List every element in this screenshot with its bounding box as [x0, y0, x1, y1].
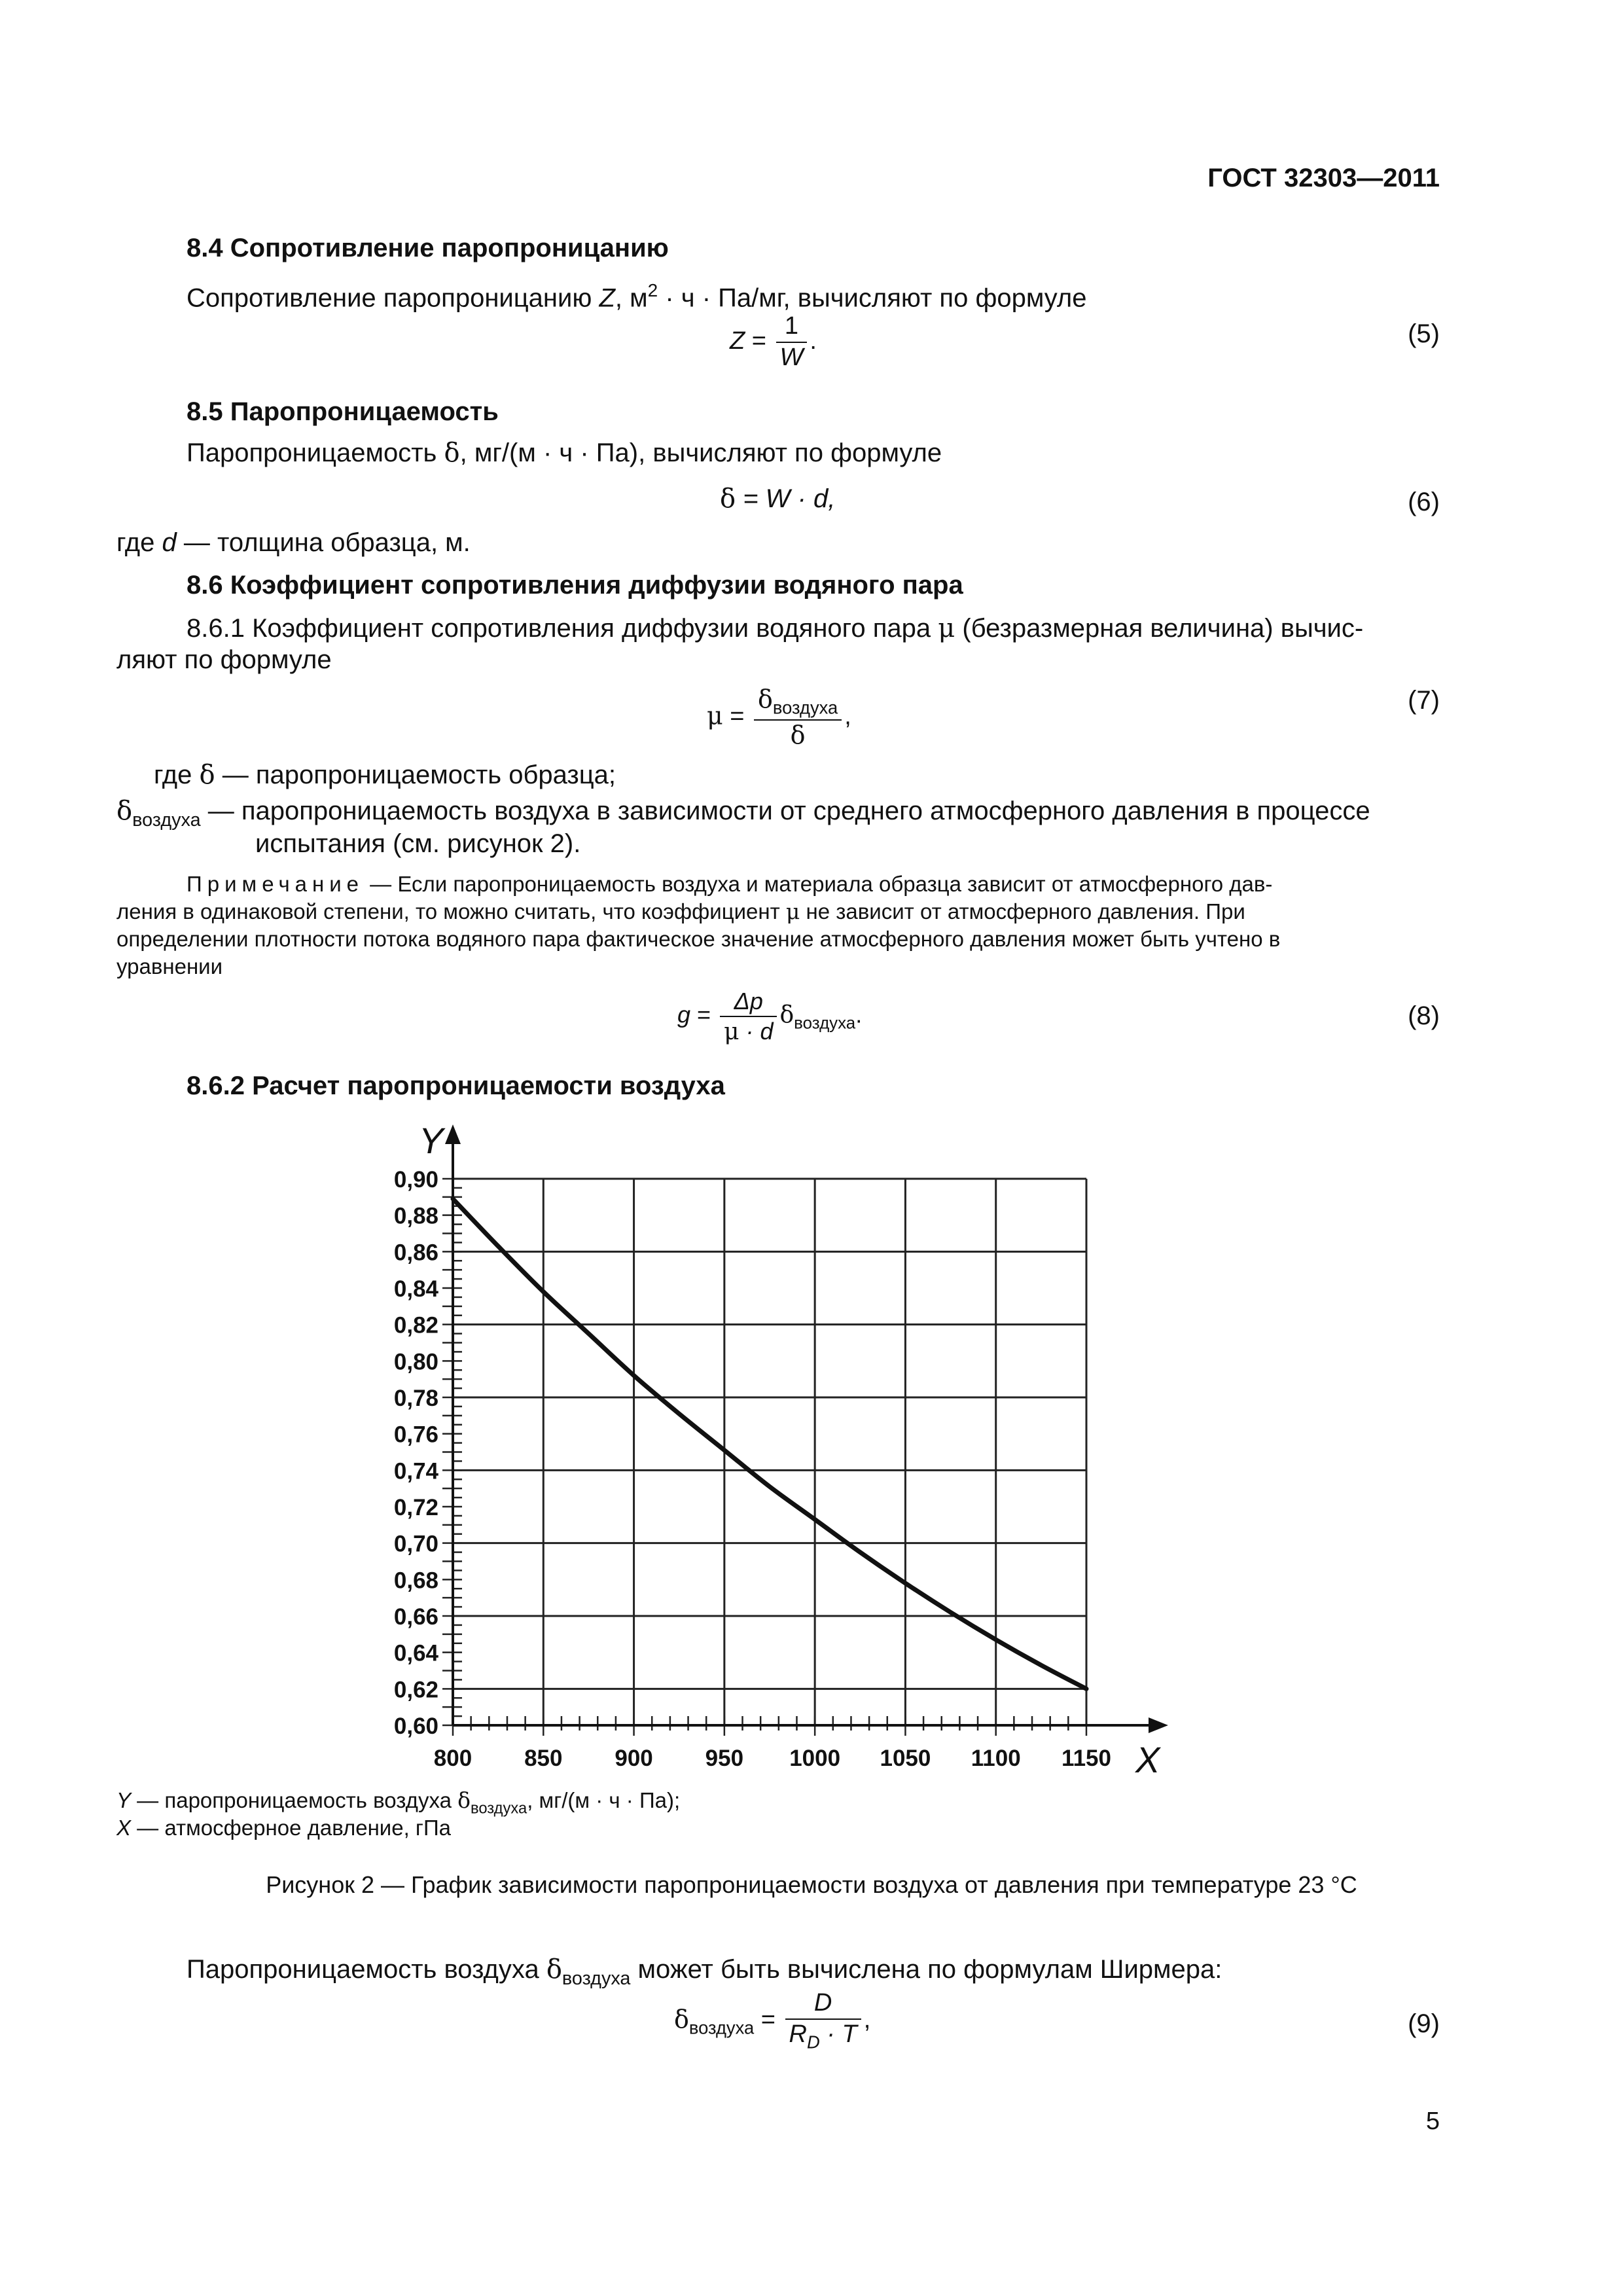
chart-labels: [394, 1120, 1162, 1780]
delta-symbol: δ: [674, 2004, 689, 2034]
text-fragment: · ч · Па/мг, вычисляют по формуле: [658, 283, 1087, 313]
legend-x: [116, 1814, 451, 1841]
fraction-numerator: Δp: [720, 988, 777, 1017]
y-axis-arrow: [445, 1124, 461, 1144]
formula-8: [677, 988, 862, 1045]
delta-symbol: δ: [457, 1787, 471, 1813]
text-fragment: — паропроницаемость воздуха в зависимости от среднего атмосферного давления в процессе: [200, 797, 1370, 825]
text-fragment: ления в одинаковой степени, то можно считать, что коэффициент: [116, 899, 786, 924]
fraction-denominator: [720, 1017, 777, 1045]
subscript: воздуха: [132, 810, 201, 831]
note-line2: [116, 898, 1245, 925]
fraction-numerator: D: [785, 1990, 861, 2020]
equation-number-8: (8): [1408, 1001, 1440, 1030]
formula-7: [707, 686, 851, 749]
where-delta: [154, 759, 616, 791]
variable-g: g: [677, 1001, 691, 1028]
standard-code: ГОСТ 32303—2011: [1207, 164, 1440, 192]
formula-eq: =: [745, 327, 774, 355]
subscript: воздуха: [562, 1968, 631, 1990]
delta-symbol: δ: [720, 484, 736, 514]
figure-caption: Рисунок 2 — График зависимости паропроницаемости воздуха от давления при температуре 23 °С: [266, 1871, 1357, 1898]
formula-end: ,: [844, 702, 851, 730]
formula-9: [674, 1990, 870, 2052]
text-fragment: — атмосферное давление, гПа: [131, 1816, 452, 1840]
text-fragment: может быть вычислена по формулам Ширмера:: [630, 1955, 1222, 1984]
section-8-4-title: 8.4 Сопротивление паропроницанию: [187, 234, 669, 262]
y-tick-label: 0,74: [393, 1458, 438, 1484]
formula-eq: =: [754, 2005, 783, 2034]
schirmer-text: [187, 1954, 1222, 1994]
x-tick-label: 900: [615, 1746, 653, 1771]
air-permeability-chart: [0, 1113, 1623, 1793]
text-fragment: — паропроницаемость воздуха: [131, 1788, 458, 1812]
text-fragment: где: [154, 761, 200, 789]
x-tick-label: 850: [524, 1746, 563, 1771]
text-fragment: не зависит от атмосферного давления. При: [800, 899, 1245, 924]
section-8-4-text: [187, 275, 1087, 314]
x-axis-label: X: [1135, 1739, 1160, 1780]
fraction: [785, 1990, 861, 2052]
y-tick-label: 0,78: [393, 1386, 438, 1411]
variable-z: Z: [599, 283, 615, 313]
equation-number-6: (6): [1408, 488, 1440, 516]
where-d: [116, 527, 471, 558]
formula-5: [730, 313, 817, 372]
fraction: [776, 313, 808, 372]
y-tick-label: 0,84: [393, 1276, 438, 1302]
text-fragment: Паропроницаемость: [187, 439, 444, 467]
delta-symbol: δ: [779, 1001, 794, 1029]
subscript: воздуха: [794, 1014, 856, 1033]
y-tick-label: 0,62: [393, 1677, 438, 1703]
delta-symbol: δ: [758, 685, 773, 713]
formula-eq: =: [722, 702, 752, 730]
text-fragment: , мг/(м · ч · Па), вычисляют по формуле: [459, 439, 942, 467]
section-8-6-1-line1: [187, 613, 1363, 644]
text-fragment: — Если паропроницаемость воздуха и материала образца зависит от атмосферного дав-: [364, 872, 1273, 896]
subscript: воздуха: [688, 2017, 755, 2038]
equation-number-5: (5): [1408, 319, 1440, 348]
fraction: [720, 988, 777, 1045]
x-tick-label: 800: [433, 1746, 473, 1771]
mu-symbol: μ: [724, 1018, 740, 1045]
y-tick-label: 0,90: [393, 1167, 438, 1193]
chart-ticks: [442, 1179, 1086, 1736]
text-fragment: где: [116, 528, 162, 557]
y-tick-label: 0,76: [393, 1422, 438, 1448]
text-fragment: , м: [615, 283, 648, 313]
formula-end: ,: [863, 2005, 871, 2034]
equation-number-7: (7): [1408, 686, 1440, 715]
note-label: Примечание: [187, 872, 365, 896]
where-delta-air-line2: испытания (см. рисунок 2).: [255, 829, 581, 858]
formula-end: .: [855, 1001, 863, 1028]
x-tick-label: 1100: [971, 1746, 1021, 1771]
page-number: 5: [1425, 2108, 1440, 2135]
mu-symbol: μ: [707, 701, 723, 730]
legend-y-symbol: Y: [116, 1788, 132, 1812]
fraction: [754, 686, 842, 749]
fraction-numerator: [754, 686, 842, 721]
y-tick-label: 0,68: [393, 1568, 438, 1594]
section-8-6-1-line2: ляют по формуле: [116, 645, 332, 674]
text-fragment: , мг/(м · ч · Па);: [527, 1788, 681, 1812]
fraction-denominator: W: [779, 343, 804, 371]
mu-symbol: μ: [938, 613, 955, 643]
text-fragment: — толщина образца, м.: [176, 528, 471, 557]
subscript: воздуха: [470, 1799, 527, 1818]
note-line1: [187, 870, 1272, 897]
delta-symbol: δ: [199, 760, 215, 790]
x-tick-label: 950: [705, 1746, 744, 1771]
y-tick-label: 0,86: [393, 1240, 438, 1266]
y-tick-label: 0,66: [393, 1604, 438, 1630]
subscript: воздуха: [772, 697, 838, 718]
text-fragment: 8.6.1 Коэффициент сопротивления диффузии водяного пара: [187, 614, 938, 643]
section-8-6-title: 8.6 Коэффициент сопротивления диффузии водяного пара: [187, 571, 963, 600]
y-tick-label: 0,88: [393, 1203, 438, 1229]
formula-eq: =: [690, 1001, 718, 1028]
x-tick-label: 1150: [1061, 1746, 1111, 1771]
y-tick-label: 0,64: [393, 1640, 438, 1666]
text-fragment: (безразмерная величина) вычис-: [955, 614, 1364, 643]
section-8-6-2-title: 8.6.2 Расчет паропроницаемости воздуха: [187, 1071, 725, 1100]
x-tick-label: 1000: [789, 1746, 841, 1771]
note-line4: уравнении: [116, 954, 223, 978]
formula-lhs: Z: [730, 327, 745, 355]
y-tick-label: 0,80: [393, 1349, 438, 1375]
y-axis-label: Y: [419, 1120, 444, 1161]
chart-axes: [445, 1124, 1168, 1733]
equation-number-9: (9): [1408, 2009, 1440, 2038]
formula-end: .: [810, 327, 817, 355]
text-fragment: Паропроницаемость воздуха: [187, 1955, 546, 1984]
x-tick-label: 1050: [880, 1746, 931, 1771]
section-8-5-text: [187, 437, 942, 469]
variable-d: d: [162, 528, 177, 557]
chart-grid: [453, 1179, 1086, 1725]
subscript: D: [806, 2032, 820, 2053]
denominator-rest: · T: [819, 2020, 857, 2048]
formula-6: [720, 483, 835, 514]
delta-symbol: δ: [444, 438, 460, 468]
denominator-rest: · d: [739, 1017, 774, 1045]
x-axis-arrow: [1149, 1717, 1168, 1733]
y-tick-label: 0,72: [393, 1495, 438, 1520]
unit-exponent: 2: [647, 280, 658, 300]
mu-symbol: μ: [785, 899, 800, 924]
text-fragment: — паропроницаемость образца;: [215, 761, 616, 789]
y-tick-label: 0,60: [393, 1713, 438, 1739]
y-tick-label: 0,82: [393, 1312, 438, 1338]
fraction-denominator: δ: [790, 720, 806, 749]
variable-r: R: [789, 2020, 807, 2048]
delta-symbol: δ: [116, 796, 133, 826]
fraction-denominator: [785, 2020, 861, 2053]
note-line3: определении плотности потока водяного пара фактическое значение атмосферного давления может быть учтено в: [116, 927, 1281, 951]
y-tick-label: 0,70: [393, 1531, 438, 1557]
fraction-numerator: 1: [776, 313, 808, 343]
section-8-5-title: 8.5 Паропроницаемость: [187, 397, 499, 426]
delta-symbol: δ: [546, 1954, 562, 1984]
text-fragment: Сопротивление паропроницанию: [187, 283, 599, 313]
legend-x-symbol: X: [116, 1816, 132, 1840]
formula-rest: = W · d,: [736, 484, 836, 513]
